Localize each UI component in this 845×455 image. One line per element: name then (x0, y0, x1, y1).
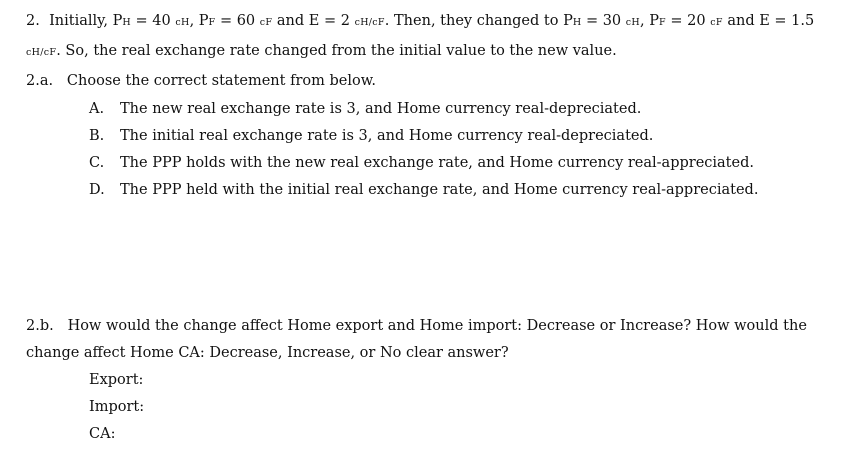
intro-text: Initially, P (49, 13, 123, 29)
part-a-prompt-text: Choose the correct statement from below. (66, 73, 376, 89)
e-text: and E = 2 (272, 13, 355, 29)
option-letter: D. (89, 182, 105, 198)
option-d[interactable] (89, 181, 758, 199)
question-number: 2. (26, 13, 40, 29)
pf-unit: cF (259, 17, 273, 28)
ph-unit: cH (175, 17, 190, 28)
pf2-unit: cF (710, 17, 723, 28)
separator: , P (640, 13, 659, 29)
option-letter: C. (89, 155, 105, 171)
e2-unit: cH/cF (26, 47, 57, 58)
pf-value: = 60 (215, 13, 260, 29)
question-intro-line2 (26, 42, 617, 62)
part-b-line1-text: How would the change affect Home export and Home import: Decrease or Increase? How would the (67, 318, 807, 334)
pf2-value: = 20 (665, 13, 711, 29)
pf-subscript: F (208, 17, 216, 28)
option-letter: A. (89, 101, 105, 117)
separator: , P (189, 13, 209, 29)
then-text: . Then, they changed to P (384, 13, 573, 29)
e-unit: cH/cF (354, 17, 385, 28)
pf2-subscript: F (658, 17, 666, 28)
part-b-line2-text: change affect Home CA: Decrease, Increase, or No clear answer? (26, 345, 509, 361)
option-c[interactable] (89, 154, 754, 172)
option-text: The PPP holds with the new real exchange rate, and Home currency real-appreciated. (120, 155, 754, 171)
option-a[interactable] (89, 100, 641, 118)
option-text: The PPP held with the initial real exchange rate, and Home currency real-appreciated. (120, 182, 759, 198)
part-a-label: 2.a. (26, 73, 54, 89)
import-answer-label: Import: (89, 399, 145, 415)
option-text: The new real exchange rate is 3, and Home currency real-depreciated. (120, 101, 642, 117)
ph-value: = 40 (130, 13, 176, 29)
option-letter: B. (89, 128, 105, 144)
part-b-prompt-line1 (26, 317, 807, 335)
ca-answer-label: CA: (89, 426, 116, 442)
ph2-value: = 30 (581, 13, 626, 29)
ph-subscript: H (122, 17, 131, 28)
ph2-subscript: H (572, 17, 582, 28)
part-b-label: 2.b. (26, 318, 54, 334)
e2-text: and E = 1.5 (722, 13, 815, 29)
option-b[interactable] (89, 127, 653, 145)
part-b-prompt-line2 (26, 344, 509, 362)
ph2-unit: cH (625, 17, 640, 28)
part-a-prompt (26, 72, 376, 90)
option-text: The initial real exchange rate is 3, and Home currency real-depreciated. (120, 128, 654, 144)
question-intro-line1 (26, 12, 814, 32)
export-answer-label: Export: (89, 372, 144, 388)
intro-line2-text: . So, the real exchange rate changed from the initial value to the new value. (56, 43, 617, 59)
